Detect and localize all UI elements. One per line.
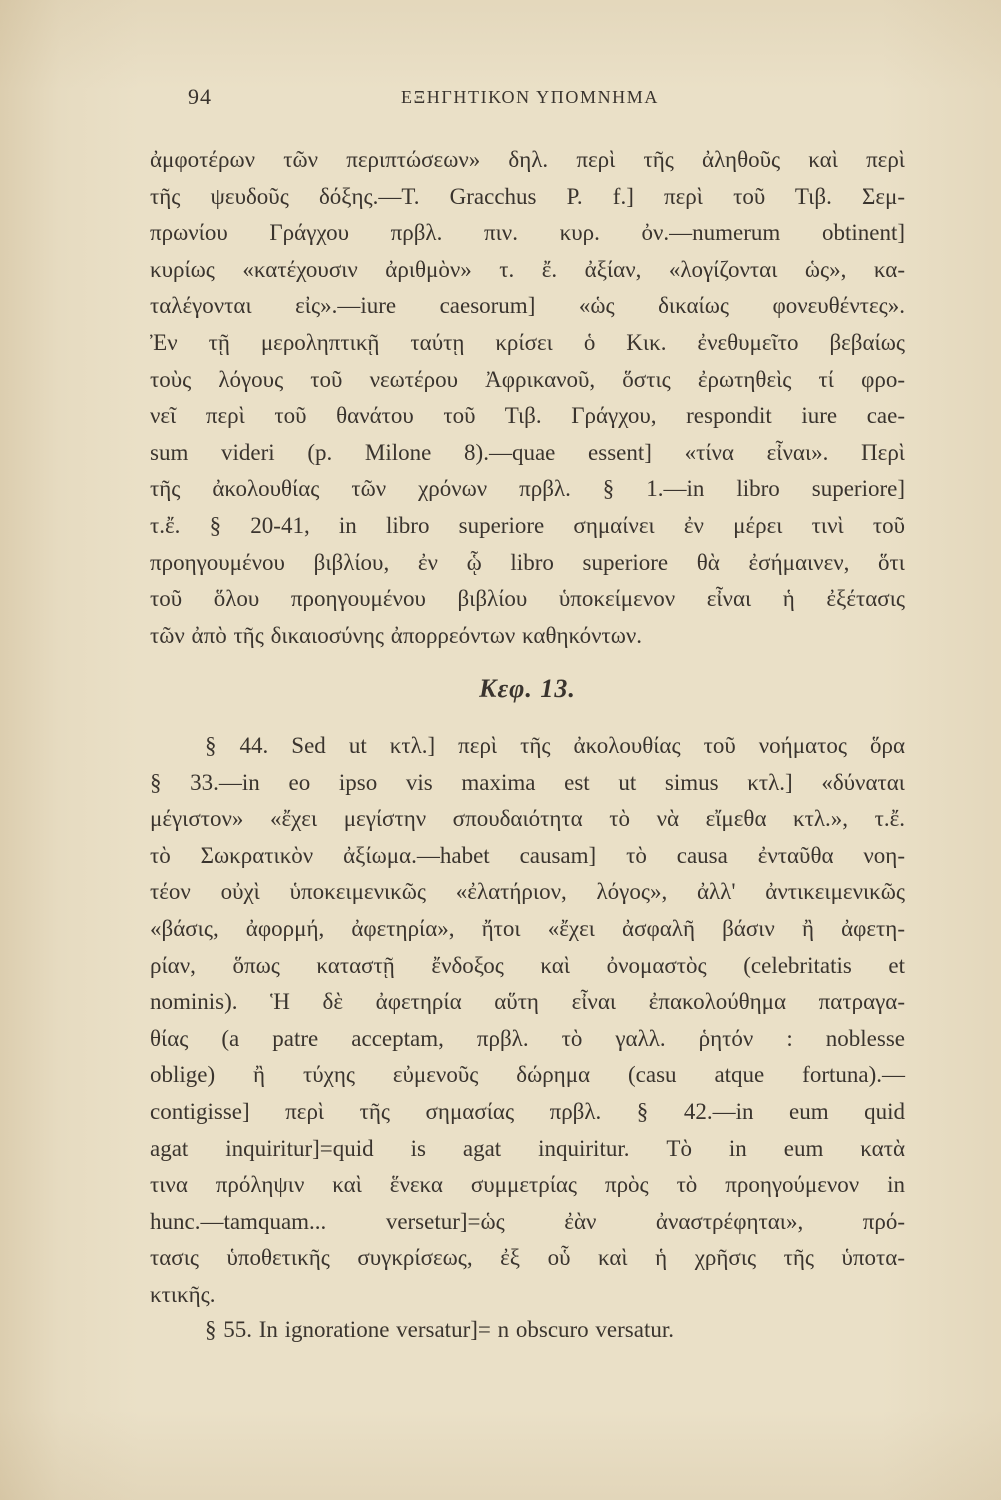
text-line: § 33.—in eo ipso vis maxima est ut simus κτλ.] «δύναται [150,769,905,795]
commentary-paragraph [150,728,905,1314]
text-line: § 55. In ignoratione versatur]= n obscuro versatur. [205,1317,674,1342]
text-line: τινα πρόληψιν καὶ ἕνεκα συμμετρίας πρὸς τὸ προηγούμενον in [150,1172,905,1198]
text-line: τῶν ἀπὸ τῆς δικαιοσύνης ἀπορρεόντων καθηκόντων. [150,622,642,648]
text-line: Ἐν τῇ μεροληπτικῇ ταύτῃ κρίσει ὁ Κικ. ἐνεθυμεῖτο βεβαίως [150,329,905,355]
text-line: τασις ὑποθετικῆς συγκρίσεως, ἐξ οὗ καὶ ἡ χρῆσις τῆς ὑποτα- [150,1245,905,1271]
text-line: «βάσις, ἀφορμή, ἀφετηρία», ἤτοι «ἔχει ἀσφαλῆ βάσιν ἢ ἀφετη- [150,915,905,941]
page-number: 94 [188,84,212,109]
text-line: τοὺς λόγους τοῦ νεωτέρου Ἀφρικανοῦ, ὅστις ἐρωτηθεὶς τί φρο- [150,366,905,392]
text-line: τ.ἔ. § 20-41, in libro superiore σημαίνει ἐν μέρει τινὶ τοῦ [150,512,905,538]
commentary-paragraph [150,1312,905,1349]
text-line: πρωνίου Γράγχου πρβλ. πιν. κυρ. ὀν.—numerum obtinent] [150,220,905,246]
text-line: κτικῆς. [150,1281,216,1307]
text-line: τῆς ἀκολουθίας τῶν χρόνων πρβλ. § 1.—in libro superiore] [150,476,905,502]
text-line: τοῦ ὅλου προηγουμένου βιβλίου ὑποκείμενον εἶναι ἡ ἐξέτασις [150,586,905,612]
text-line: κυρίως «κατέχουσιν ἀριθμὸν» τ. ἔ. ἀξίαν, «λογίζονται ὡς», κα- [150,256,905,282]
text-line: sum videri (p. Milone 8).—quae essent] «τίνα εἶναι». Περὶ [150,439,905,465]
text-line: μέγιστον» «ἔχει μεγίστην σπουδαιότητα τὸ νὰ εἴμεθα κτλ.», τ.ἔ. [150,806,905,832]
text-line: § 44. Sed ut κτλ.] περὶ τῆς ἀκολουθίας τοῦ νοήματος ὅρα [205,733,905,758]
text-line: τὸ Σωκρατικὸν ἀξίωμα.—habet causam] τὸ causa ἐνταῦθα νοη- [150,842,905,868]
text-line: τέον οὐχὶ ὑποκειμενικῶς «ἐλατήριον, λόγος», ἀλλ' ἀντικειμενικῶς [150,879,905,905]
text-line: προηγουμένου βιβλίου, ἐν ᾧ libro superiore θὰ ἐσήμαινεν, ὅτι [150,549,905,575]
text-line: ἀμφοτέρων τῶν περιπτώσεων» δηλ. περὶ τῆς ἀληθοῦς καὶ περὶ [150,147,905,172]
text-line: contigisse] περὶ τῆς σημασίας πρβλ. § 42.—in eum quid [150,1098,905,1124]
text-line: τῆς ψευδοῦς δόξης.—T. Gracchus P. f.] περὶ τοῦ Τιβ. Σεμ- [150,183,905,209]
commentary-paragraph [150,142,905,654]
text-line: ρίαν, ὅπως καταστῇ ἔνδοξος καὶ ὀνομαστὸς (celebritatis et [150,952,905,978]
text-line: ταλέγονται εἰς».—iure caesorum] «ὡς δικαίως φονευθέντες». [150,293,905,319]
text-line: oblige) ἢ τύχης εὐμενοῦς δώρημα (casu atque fortuna).— [150,1062,905,1088]
text-line: νεῖ περὶ τοῦ θανάτου τοῦ Τιβ. Γράγχου, respondit iure cae- [150,403,905,429]
text-line: agat inquiritur]=quid is agat inquiritur. Τὸ in eum κατὰ [150,1135,905,1161]
chapter-heading: Κεφ. 13. [479,674,576,703]
running-title: ΕΞΗΓΗΤΙΚΟΝ ΥΠΟΜΝΗΜΑ [401,87,659,107]
text-line: hunc.—tamquam... versetur]=ὡς ἐὰν ἀναστρέφηται», πρό- [150,1208,905,1234]
text-line: nominis). Ἡ δὲ ἀφετηρία αὕτη εἶναι ἐπακολούθημα πατραγα- [150,989,905,1015]
text-line: θίας (a patre acceptam, πρβλ. τὸ γαλλ. ῥητόν : noblesse [150,1025,905,1051]
